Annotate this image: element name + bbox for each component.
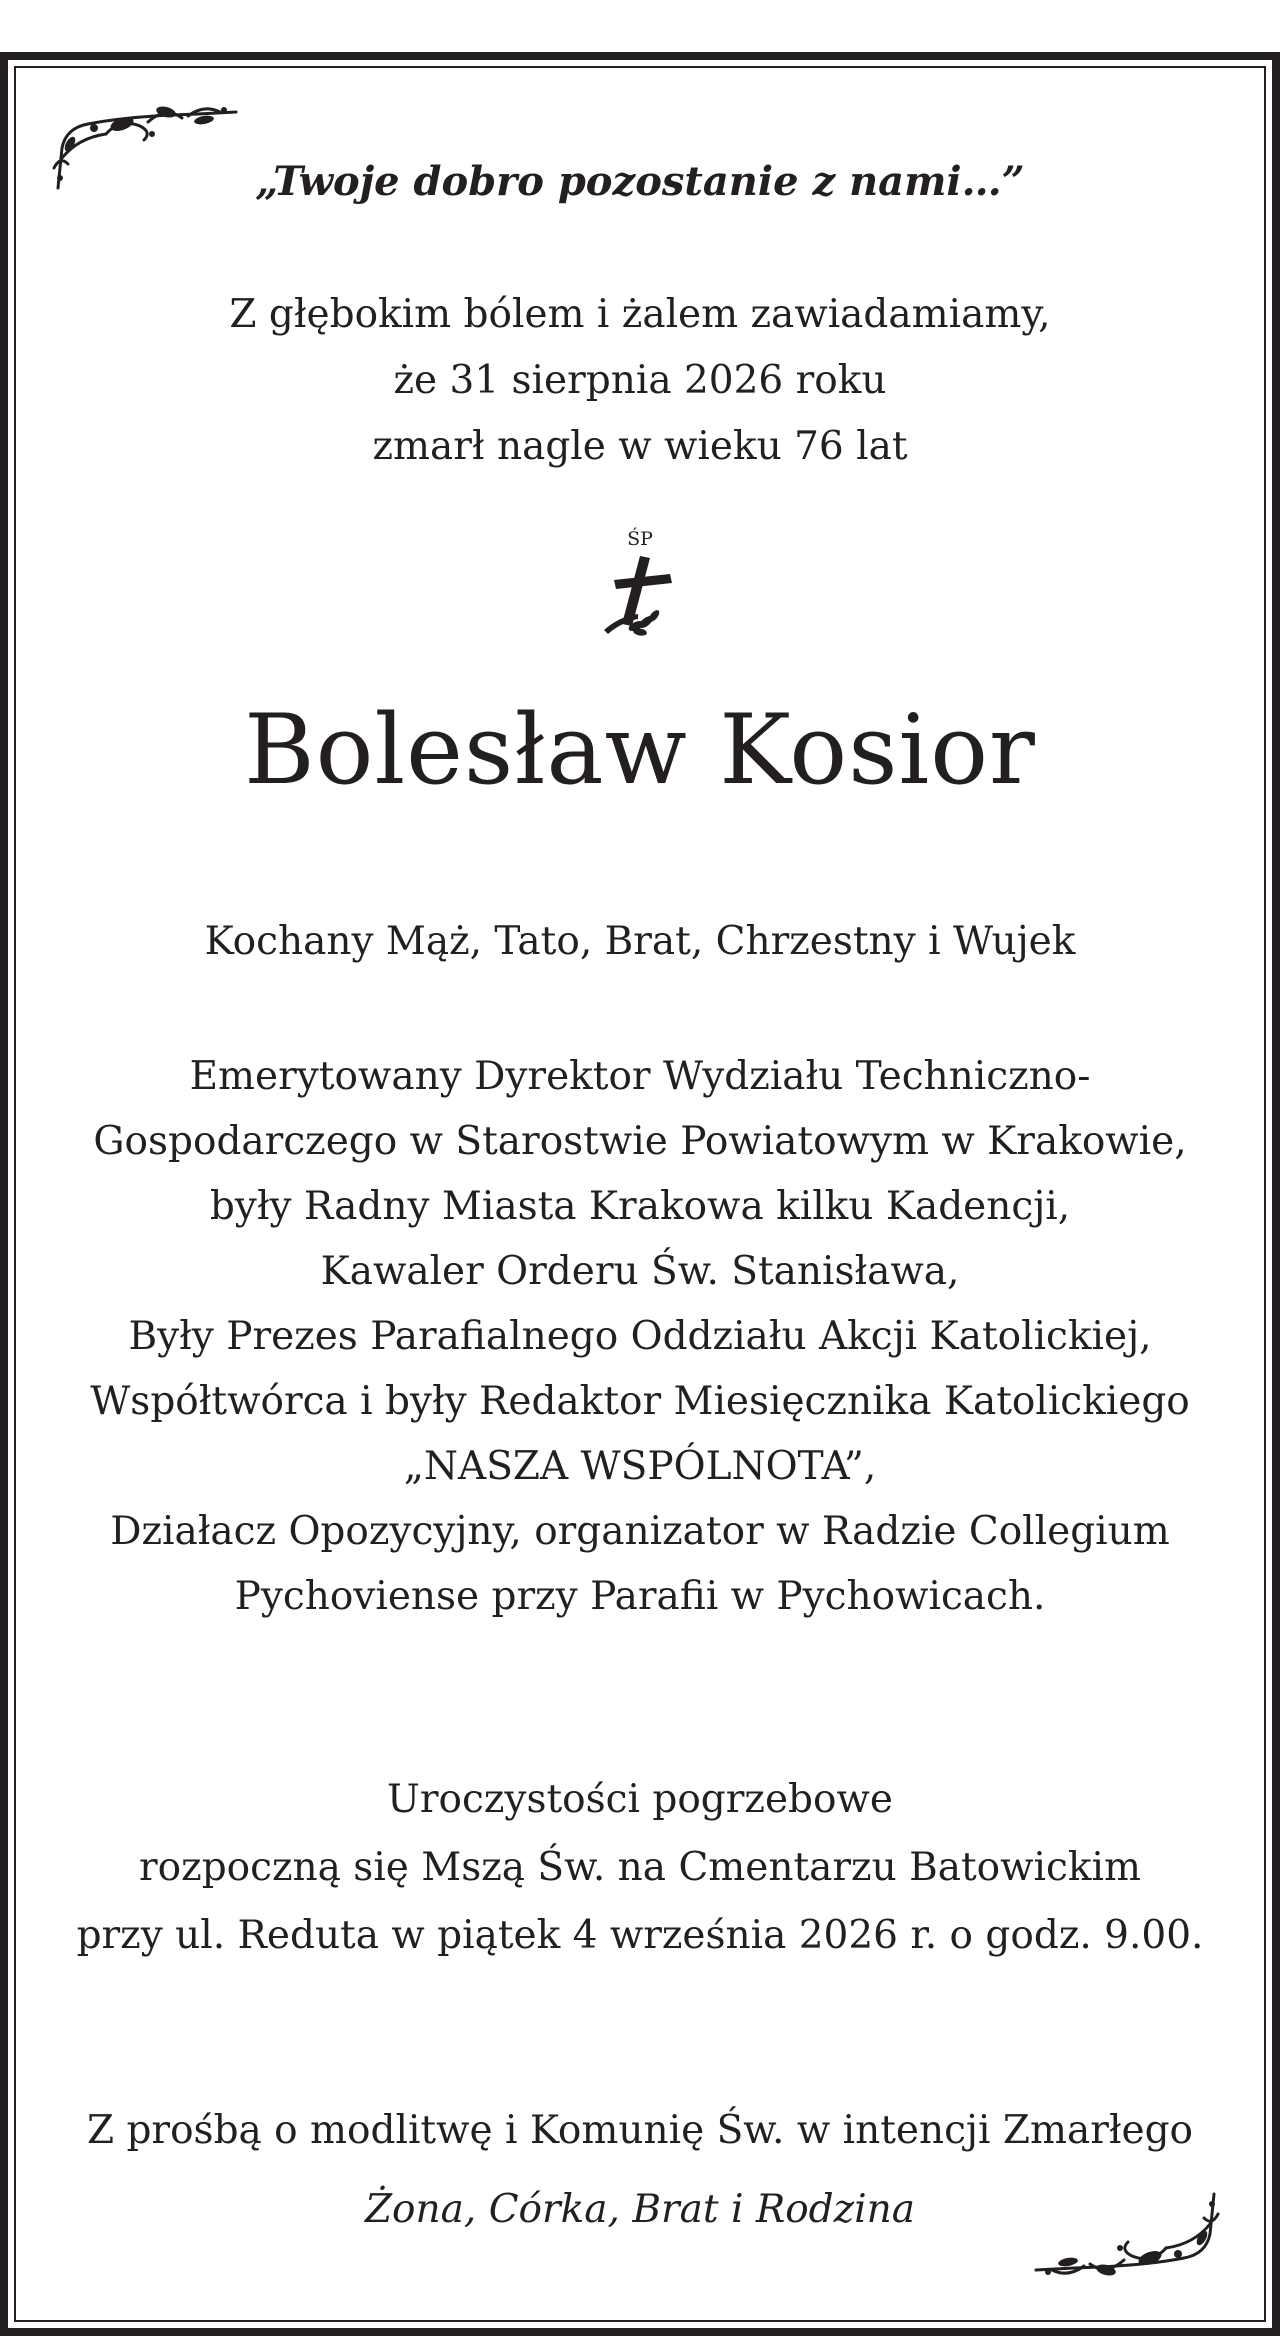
bio-line: Współtwórca i były Redaktor Miesięcznika Katolickiego — [90, 1379, 1190, 1424]
epitaph-quote: „Twoje dobro pozostanie z nami…” — [255, 158, 1025, 205]
deceased-name: Bolesław Kosior — [244, 694, 1036, 806]
bio-line: Gospodarczego w Starostwie Powiatowym w Krakowie, — [93, 1119, 1187, 1164]
funeral-line: Uroczystości pogrzebowe — [387, 1777, 893, 1822]
bio-line: Kawaler Orderu Św. Stanisława, — [320, 1249, 960, 1294]
biography — [40, 1044, 1240, 1629]
funeral-details — [40, 1766, 1240, 1970]
intro-line: że 31 sierpnia 2026 roku — [393, 358, 887, 403]
announcement-intro — [40, 282, 1240, 480]
sp-emblem — [590, 528, 690, 638]
bio-line: Były Prezes Parafialnego Oddziału Akcji Katolickiej, — [128, 1314, 1152, 1359]
prayer-request: Z prośbą o modlitwę i Komunię Św. w intencji Zmarłego — [86, 2108, 1194, 2153]
intro-line: Z głębokim bólem i żalem zawiadamiamy, — [229, 292, 1051, 337]
sp-label: ŚP — [627, 528, 653, 550]
bio-line: „NASZA WSPÓLNOTA”, — [403, 1444, 877, 1489]
family-relations: Kochany Mąż, Tato, Brat, Chrzestny i Wujek — [204, 919, 1076, 964]
bio-line: Pychoviense przy Parafii w Pychowicach. — [234, 1574, 1046, 1619]
intro-line: zmarł nagle w wieku 76 lat — [372, 424, 908, 469]
funeral-line: rozpoczną się Mszą Św. na Cmentarzu Batowickim — [139, 1845, 1141, 1890]
funeral-line: przy ul. Reduta w piątek 4 września 2026 r. o godz. 9.00. — [76, 1913, 1204, 1958]
bio-line: Emerytowany Dyrektor Wydziału Techniczno- — [189, 1054, 1091, 1099]
bio-line: Działacz Opozycyjny, organizator w Radzie Collegium — [110, 1509, 1170, 1554]
bio-line: były Radny Miasta Krakowa kilku Kadencji, — [209, 1184, 1071, 1229]
cross-with-laurel-icon — [590, 552, 690, 638]
mourners-signature: Żona, Córka, Brat i Rodzina — [364, 2187, 916, 2232]
